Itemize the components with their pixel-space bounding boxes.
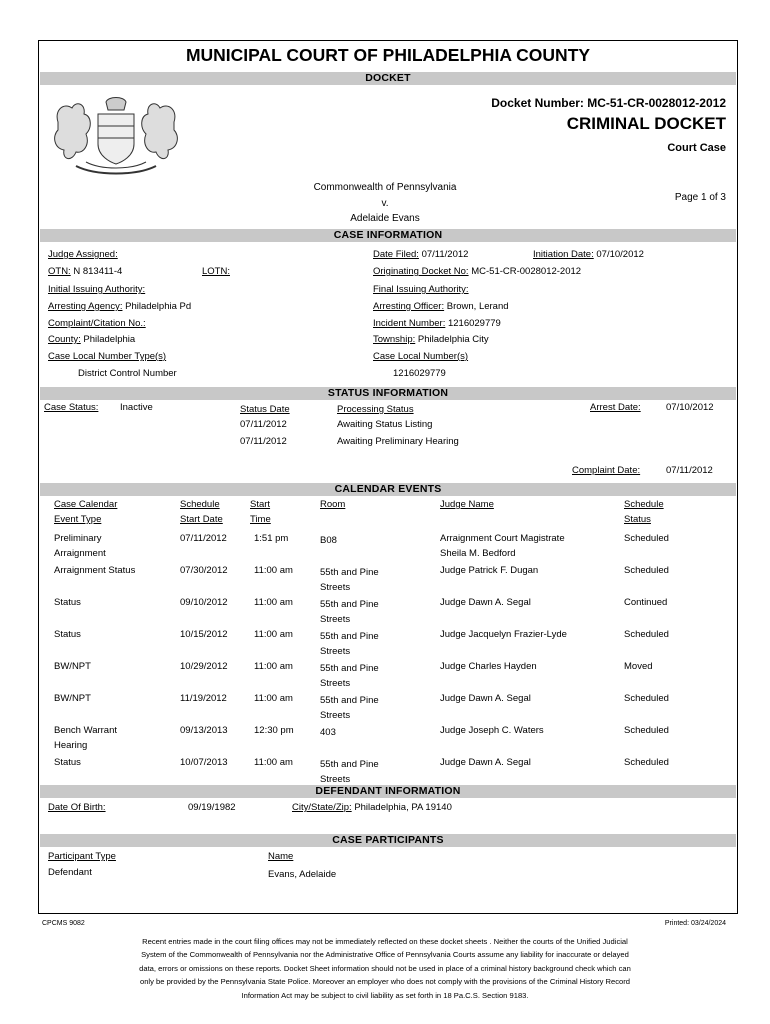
col-room: Room [320, 499, 346, 510]
participant-name-label: Name [268, 851, 294, 862]
section-status-information: STATUS INFORMATION [40, 387, 736, 400]
event-room: Streets [320, 614, 351, 625]
otn-label: OTN: [48, 266, 71, 277]
local-number-label: Case Local Number(s) [373, 351, 469, 362]
participant-type: Defendant [48, 867, 92, 878]
event-room: 55th and Pine [320, 567, 379, 578]
col-start-time: Start [250, 499, 271, 510]
status-row-status: Awaiting Preliminary Hearing [337, 436, 459, 447]
event-judge: Judge Patrick F. Dugan [440, 565, 539, 576]
event-start-date: 10/15/2012 [180, 629, 228, 640]
event-type: Status [54, 597, 81, 608]
initial-issuing-label: Initial Issuing Authority: [48, 284, 146, 295]
page-indicator: Page 1 of 3 [674, 192, 726, 203]
case-type: Court Case [667, 142, 726, 154]
status-date-label: Status Date [240, 404, 290, 415]
event-room: Streets [320, 678, 351, 689]
event-judge: Judge Jacquelyn Frazier-Lyde [440, 629, 567, 640]
event-judge: Judge Charles Hayden [440, 661, 537, 672]
event-status: Scheduled [624, 757, 669, 768]
event-start-time: 11:00 am [254, 565, 293, 576]
event-start-date: 09/13/2013 [180, 725, 228, 736]
date-filed: 07/11/2012 [421, 249, 469, 260]
event-status: Scheduled [624, 533, 669, 544]
event-status: Scheduled [624, 693, 669, 704]
arrest-date-label: Arrest Date: [590, 402, 641, 413]
event-room: Streets [320, 774, 351, 785]
col-event-type: Case Calendar [54, 499, 118, 510]
event-judge: Judge Dawn A. Segal [440, 597, 531, 608]
event-judge: Judge Dawn A. Segal [440, 757, 531, 768]
disclaimer-line: data, errors or omissions on these reports. Docket Sheet information should not be used in place of a criminal history background check which can [139, 963, 631, 973]
township: Philadelphia City [417, 334, 489, 345]
event-start-date: 11/19/2012 [180, 693, 227, 704]
event-room: 55th and Pine [320, 663, 379, 674]
plaintiff: Commonwealth of Pennsylvania [313, 182, 457, 193]
event-judge: Judge Dawn A. Segal [440, 693, 531, 704]
col-start-time: Time [250, 514, 271, 525]
initiation-date-label: Initiation Date: [533, 249, 594, 260]
event-start-time: 11:00 am [254, 693, 293, 704]
event-start-time: 1:51 pm [254, 533, 289, 544]
dob: 09/19/1982 [188, 802, 236, 813]
col-judge-name: Judge Name [440, 499, 494, 510]
lotn-label: LOTN: [202, 266, 230, 277]
event-status: Continued [624, 597, 668, 608]
event-start-time: 12:30 pm [254, 725, 294, 736]
participant-name: Evans, Adelaide [268, 869, 337, 880]
col-start-date: Start Date [180, 514, 223, 525]
event-status: Moved [624, 661, 653, 672]
event-type: Hearing [54, 740, 88, 751]
col-schedule-status: Schedule [624, 499, 664, 510]
county: Philadelphia [83, 334, 136, 345]
disclaimer-line: only be provided by the Pennsylvania State Police. Moreover an employer who does not comply with the provisions of the Criminal History Record [139, 977, 631, 987]
disclaimer [60, 935, 710, 1002]
otn-value: N 813411-4 [73, 266, 123, 277]
arresting-agency-label: Arresting Agency: [48, 301, 123, 312]
status-row-date: 07/11/2012 [240, 436, 287, 447]
arresting-officer: Brown, Lerand [446, 301, 509, 312]
event-start-date: 09/10/2012 [180, 597, 228, 608]
event-room: Streets [320, 646, 351, 657]
event-type: Arraignment [54, 548, 106, 559]
event-start-date: 10/29/2012 [180, 661, 228, 672]
disclaimer-line: Recent entries made in the court filing offices may not be immediately reflected on these docket sheets . Neither the courts of the Unified Judicial [142, 937, 628, 946]
event-judge: Arraignment Court Magistrate [440, 533, 565, 544]
section-case-information: CASE INFORMATION [40, 229, 736, 242]
complaint-date: 07/11/2012 [666, 465, 713, 476]
status-row-status: Awaiting Status Listing [337, 419, 433, 430]
col-start-date: Schedule [180, 499, 220, 510]
event-room: B08 [320, 535, 337, 546]
complaint-label: Complaint/Citation No.: [48, 318, 146, 329]
city-label: City/State/Zip: [292, 802, 352, 813]
date-filed-label: Date Filed: [373, 249, 419, 260]
docket-number: Docket Number: MC-51-CR-0028012-2012 [491, 96, 726, 110]
event-room: 55th and Pine [320, 695, 379, 706]
complaint-date-label: Complaint Date: [572, 465, 641, 476]
event-start-date: 10/07/2013 [180, 757, 228, 768]
col-event-type: Event Type [54, 514, 102, 525]
printed-date: Printed: 03/24/2024 [664, 920, 726, 927]
event-type: BW/NPT [54, 693, 91, 704]
event-start-date: 07/11/2012 [180, 533, 227, 544]
case-status: Inactive [120, 402, 153, 413]
local-type: District Control Number [78, 368, 177, 379]
form-id: CPCMS 9082 [42, 920, 85, 927]
event-room: 55th and Pine [320, 599, 379, 610]
event-judge: Judge Joseph C. Waters [440, 725, 544, 736]
event-room: Streets [320, 710, 351, 721]
dob-label: Date Of Birth: [48, 802, 106, 813]
section-defendant-information: DEFENDANT INFORMATION [40, 785, 736, 798]
judge-assigned-label: Judge Assigned: [48, 249, 118, 260]
event-start-time: 11:00 am [254, 629, 293, 640]
county-label: County: [48, 334, 81, 345]
arresting-officer-label: Arresting Officer: [373, 301, 445, 312]
section-case-participants: CASE PARTICIPANTS [40, 834, 736, 847]
event-start-time: 11:00 am [254, 597, 293, 608]
event-type: Arraignment Status [54, 565, 136, 576]
incident-number: 1216029779 [447, 318, 501, 329]
initiation-date: 07/10/2012 [596, 249, 644, 260]
originating-docket-label: Originating Docket No: [373, 266, 469, 277]
event-room: 55th and Pine [320, 759, 379, 770]
event-room: Streets [320, 582, 351, 593]
section-docket: DOCKET [40, 72, 736, 85]
event-status: Scheduled [624, 725, 669, 736]
final-issuing-label: Final Issuing Authority: [373, 284, 469, 295]
event-type: Status [54, 629, 81, 640]
event-type: Bench Warrant [54, 725, 118, 736]
incident-label: Incident Number: [373, 318, 446, 329]
arresting-agency: Philadelphia Pd [125, 301, 192, 312]
case-status-label: Case Status: [44, 402, 99, 413]
seal-icon [46, 92, 186, 178]
event-start-time: 11:00 am [254, 757, 293, 768]
event-judge: Sheila M. Bedford [440, 548, 516, 559]
docket-type: CRIMINAL DOCKET [566, 114, 726, 133]
defendant-name: Adelaide Evans [350, 213, 420, 224]
event-room: 55th and Pine [320, 631, 379, 642]
court-title: MUNICIPAL COURT OF PHILADELPHIA COUNTY [185, 45, 591, 65]
city-state-zip: Philadelphia, PA 19140 [354, 802, 452, 813]
disclaimer-line: System of the Commonwealth of Pennsylvania nor the Administrative Office of Pennsylvania Courts assume any liability for inaccurate or delayed [141, 950, 629, 960]
participant-type-label: Participant Type [48, 851, 116, 862]
event-status: Scheduled [624, 629, 669, 640]
versus: v. [381, 198, 389, 209]
event-type: Status [54, 757, 81, 768]
event-type: Preliminary [54, 533, 102, 544]
event-start-date: 07/30/2012 [180, 565, 228, 576]
section-calendar-events: CALENDAR EVENTS [40, 483, 736, 496]
processing-status-label: Processing Status [337, 404, 414, 415]
event-start-time: 11:00 am [254, 661, 293, 672]
col-schedule-status: Status [624, 514, 651, 525]
event-room: 403 [320, 727, 336, 738]
status-row-date: 07/11/2012 [240, 419, 287, 430]
local-number: 1216029779 [393, 368, 446, 379]
event-type: BW/NPT [54, 661, 91, 672]
disclaimer-line: Information Act may be subject to civil liability as set forth in 18 Pa.C.S. Section 9183. [241, 990, 529, 1000]
originating-docket: MC-51-CR-0028012-2012 [471, 266, 582, 277]
township-label: Township: [373, 334, 416, 345]
event-status: Scheduled [624, 565, 669, 576]
local-type-label: Case Local Number Type(s) [48, 351, 167, 362]
arrest-date: 07/10/2012 [666, 402, 714, 413]
